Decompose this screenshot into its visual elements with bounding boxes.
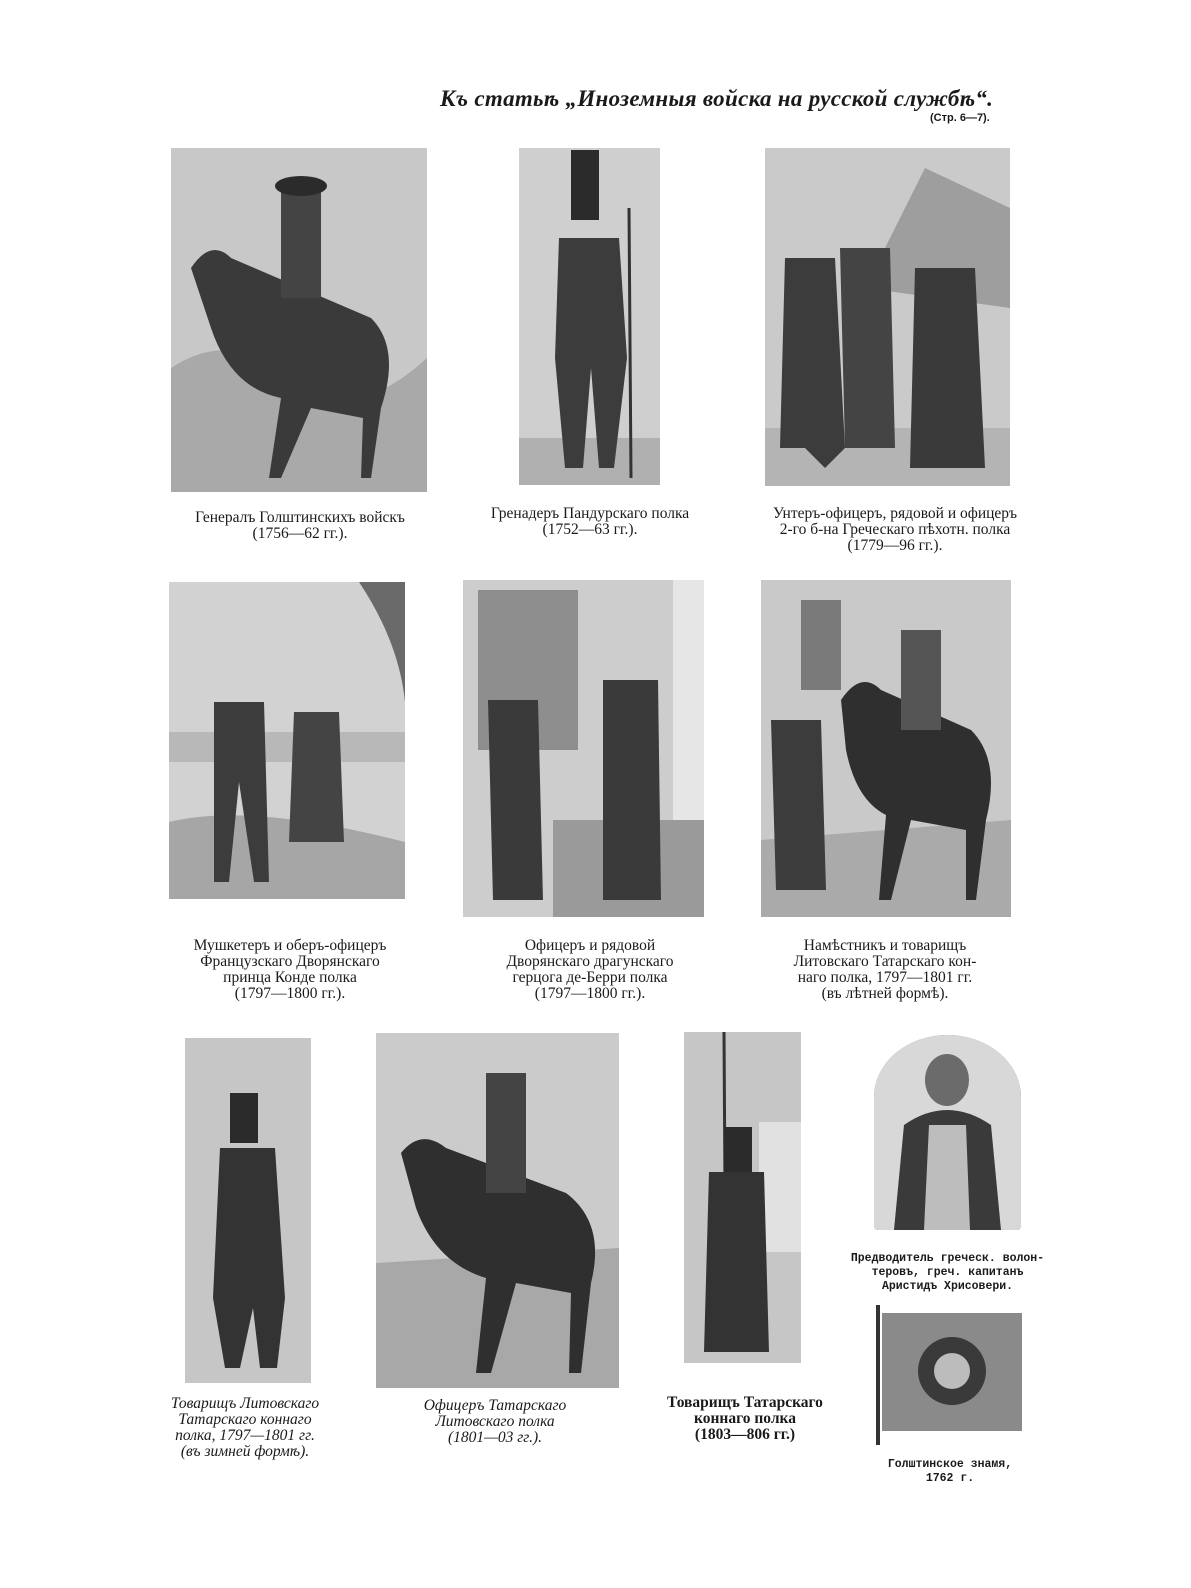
caption-line: коннаго полка xyxy=(694,1410,796,1427)
caption-line: Дворянскаго драгунскаго xyxy=(506,953,674,970)
caption-line: (1797—1800 гг.). xyxy=(534,985,646,1002)
portrait-illustration xyxy=(874,1035,1021,1230)
plate-tatar-deputy xyxy=(761,580,1011,917)
caption-line: Мушкетеръ и оберъ-офицеръ xyxy=(193,937,387,954)
caption-greek-volunteer-leader xyxy=(835,1252,1060,1294)
equestrian-illustration xyxy=(761,580,1011,917)
soldier-illustration xyxy=(185,1038,311,1383)
caption-line: (1752—63 гг.). xyxy=(542,521,638,538)
plate-greek-infantry xyxy=(765,148,1010,486)
caption-tatar-officer xyxy=(370,1398,620,1446)
plate-pandur-grenadier xyxy=(519,148,660,485)
caption-line: теровъ, греч. капитанъ xyxy=(871,1266,1024,1279)
caption-line: Голштинское знамя, xyxy=(887,1458,1013,1471)
caption-tatar-comrade-winter xyxy=(120,1396,370,1460)
soldier-illustration xyxy=(684,1032,801,1363)
plate-conde-musketeer xyxy=(169,582,405,899)
page-reference: (Стр. 6—7). xyxy=(930,112,990,124)
caption-line: принца Конде полка xyxy=(223,969,357,986)
caption-tatar-deputy xyxy=(735,938,1035,1002)
caption-conde-musketeer xyxy=(140,938,440,1002)
caption-tatar-comrade xyxy=(620,1395,870,1443)
caption-line: Офицеръ Татарскаго xyxy=(423,1397,567,1414)
caption-line: Унтеръ-офицеръ, рядовой и офицеръ xyxy=(772,505,1018,522)
caption-line: Офицеръ и рядовой xyxy=(524,937,656,954)
equestrian-illustration xyxy=(376,1033,619,1388)
plate-holstein-banner xyxy=(870,1305,1027,1445)
caption-line: Товарищъ Татарскаго xyxy=(667,1394,823,1411)
caption-line: Намѣстникъ и товарищъ xyxy=(803,937,967,954)
caption-line: герцога де-Берри полка xyxy=(512,969,668,986)
plate-greek-volunteer-leader xyxy=(874,1035,1021,1230)
caption-line: Гренадеръ Пандурскаго полка xyxy=(490,505,690,522)
caption-line: Аристидъ Хрисовери. xyxy=(881,1280,1014,1293)
caption-line: Татарскаго коннаго xyxy=(178,1411,312,1428)
equestrian-illustration xyxy=(171,148,427,492)
plate-tatar-comrade xyxy=(684,1032,801,1363)
caption-line: (въ лѣтней формѣ). xyxy=(821,985,949,1002)
soldiers-illustration xyxy=(765,148,1010,486)
caption-line: Товарищъ Литовскаго xyxy=(170,1395,320,1412)
plate-tatar-comrade-winter xyxy=(185,1038,311,1383)
plate-holstein-general xyxy=(171,148,427,492)
caption-line: Литовскаго полка xyxy=(435,1413,555,1430)
plate-berry-dragoons xyxy=(463,580,704,917)
caption-holstein-general xyxy=(150,510,450,542)
caption-line: наго полка, 1797—1801 гг. xyxy=(797,969,973,986)
caption-line: (1779—96 гг.). xyxy=(847,537,943,554)
caption-line: (въ зимней формѣ). xyxy=(180,1443,310,1460)
caption-holstein-banner xyxy=(860,1458,1040,1486)
caption-berry-dragoons xyxy=(440,938,740,1002)
plate-tatar-officer xyxy=(376,1033,619,1388)
caption-line: (1803—806 гг.) xyxy=(694,1426,796,1443)
caption-line: полка, 1797—1801 гг. xyxy=(175,1427,315,1444)
caption-line: (1756—62 гг.). xyxy=(252,525,348,542)
caption-line: (1797—1800 гг.). xyxy=(234,985,346,1002)
soldier-illustration xyxy=(519,148,660,485)
soldiers-illustration xyxy=(463,580,704,917)
caption-line: 2-го б-на Греческаго пѣхотн. полка xyxy=(779,521,1011,538)
caption-line: 1762 г. xyxy=(925,1472,975,1485)
caption-line: (1801—03 гг.). xyxy=(447,1429,543,1446)
soldiers-illustration xyxy=(169,582,405,899)
caption-line: Литовскаго Татарскаго кон- xyxy=(793,953,977,970)
caption-line: Французскаго Дворянскаго xyxy=(200,953,380,970)
caption-greek-infantry xyxy=(720,506,1070,554)
caption-line: Предводитель греческ. волон- xyxy=(850,1252,1045,1265)
page-title: Къ статьѣ „Иноземныя войска на русской службѣ“. xyxy=(440,86,994,111)
banner-illustration xyxy=(870,1305,1027,1445)
caption-line: Генералъ Голштинскихъ войскъ xyxy=(195,509,405,526)
caption-pandur-grenadier xyxy=(440,506,740,538)
